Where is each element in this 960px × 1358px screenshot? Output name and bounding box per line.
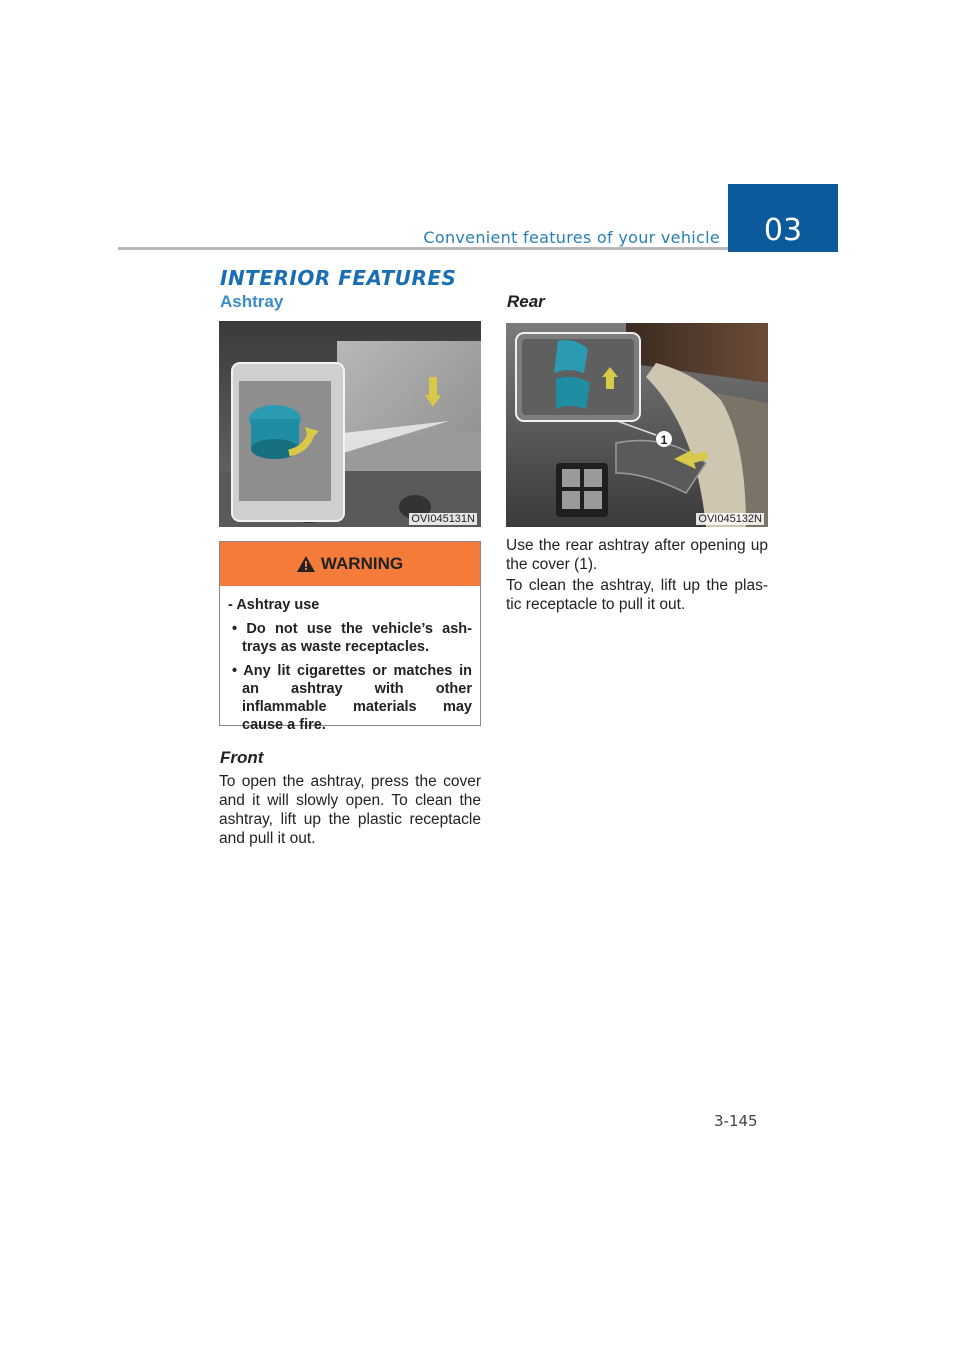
section-heading: INTERIOR FEATURES	[220, 266, 457, 290]
rear-heading: Rear	[507, 292, 545, 311]
header-rule	[118, 247, 728, 250]
page-number: 3-145	[714, 1112, 758, 1130]
warning-intro: - Ashtray use	[228, 597, 320, 613]
warning-bullet: • Any lit cigarettes or matches in an ashtray with other inflammable materials may cause a fire.	[232, 663, 472, 733]
rear-ashtray-illustration	[506, 323, 768, 527]
warning-body	[220, 586, 480, 734]
front-instructions: To open the ashtray, press the cover and it will slowly open. To clean the ashtray, lift up the plastic receptacle and pull it out.	[219, 773, 481, 847]
warning-header	[220, 542, 480, 586]
warning-box	[219, 541, 481, 733]
front-heading: Front	[220, 748, 264, 767]
chapter-number-badge	[728, 184, 838, 252]
front-ashtray-figure	[219, 321, 481, 527]
chapter-number: 03	[763, 213, 803, 248]
rear-instructions-1: Use the rear ashtray after opening up the cover (1).	[506, 537, 768, 573]
chapter-title: Convenient features of your vehicle	[423, 228, 720, 247]
callout-number: 1	[660, 433, 668, 447]
rear-instructions-2: To clean the ashtray, lift up the plas- tic receptacle to pull it out.	[506, 577, 768, 613]
ashtray-heading: Ashtray	[220, 292, 284, 311]
warning-label: WARNING	[320, 554, 404, 573]
front-ashtray-illustration	[219, 321, 481, 527]
warning-bullet: • Do not use the vehicle’s ash- trays as waste receptacles.	[232, 621, 472, 655]
warning-triangle-icon	[297, 556, 315, 572]
figure-code: OVI045132N	[698, 513, 762, 525]
rear-ashtray-figure	[506, 323, 768, 527]
figure-code: OVI045131N	[411, 513, 475, 525]
